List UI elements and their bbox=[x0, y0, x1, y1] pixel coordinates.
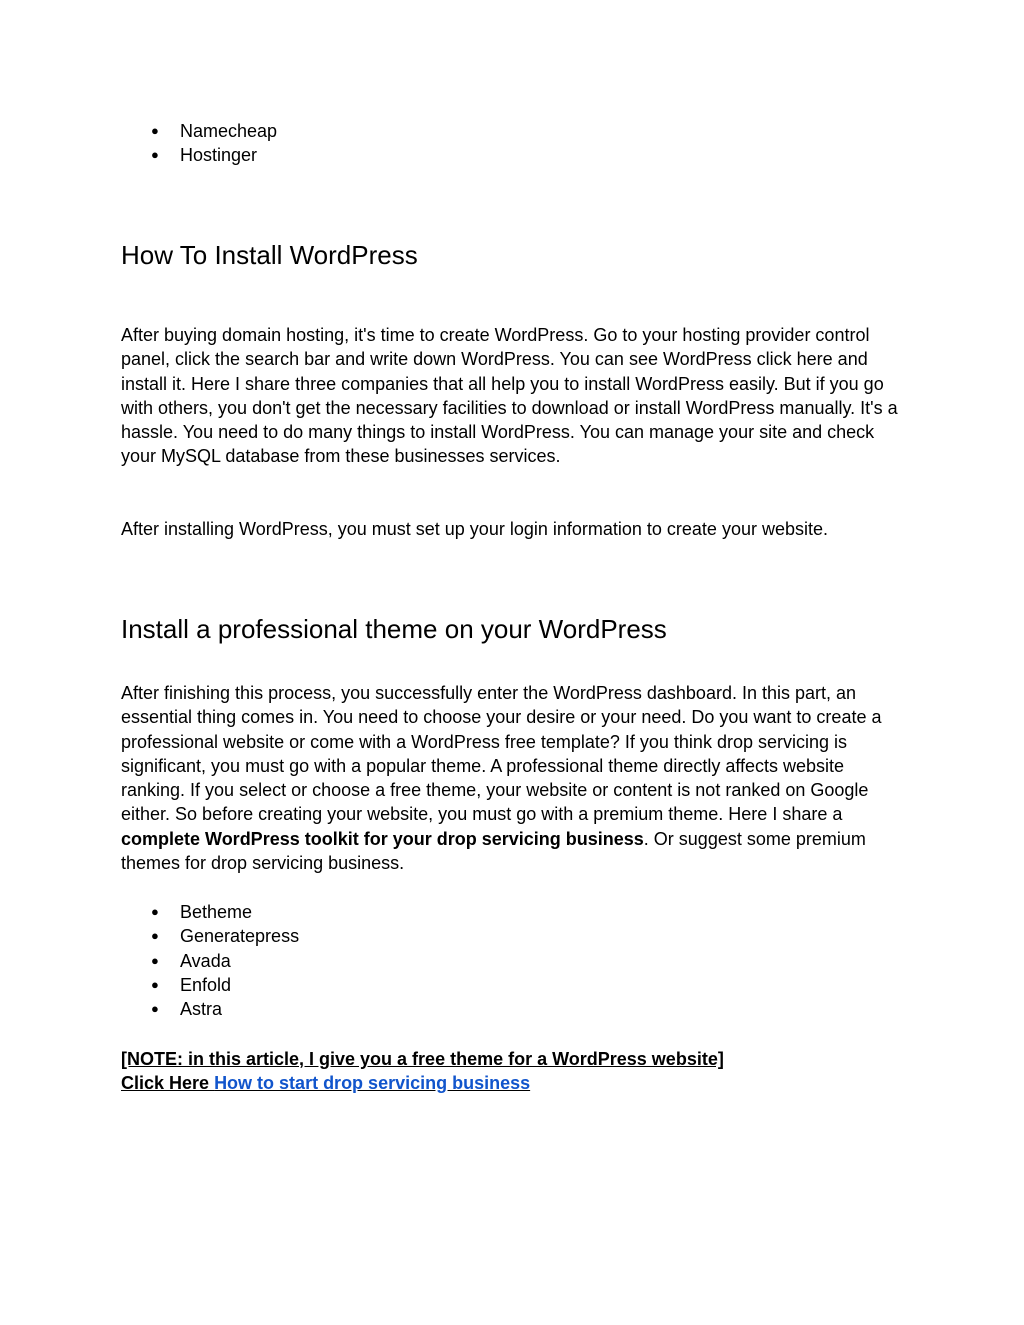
paragraph-install-wordpress: After buying domain hosting, it's time to create WordPress. Go to your hosting provider control panel, click the search bar and write down WordPress. You can see WordPress click here and install it. Here I share three companies that all help you to install WordPress easily. But if you go with others, you don't get the necessary facilities to download or install WordPress manually. It's a hassle. You need to do many things to install WordPress. You can manage your site and check your MySQL database from these businesses services. bbox=[121, 325, 898, 467]
list-item-text: Generatepress bbox=[180, 926, 300, 947]
bullet-icon: ● bbox=[151, 976, 159, 992]
list-item bbox=[121, 900, 299, 924]
theme-list bbox=[121, 900, 299, 1021]
click-here-line bbox=[121, 1071, 530, 1095]
list-item-text: Betheme bbox=[180, 902, 253, 922]
list-item-text: Avada bbox=[180, 950, 231, 971]
list-item bbox=[121, 973, 299, 997]
list-item-text: Astra bbox=[180, 999, 223, 1020]
list-item bbox=[121, 997, 299, 1021]
paragraph-theme-end: . Or suggest some premium themes for drop servicing business. bbox=[121, 828, 866, 874]
paragraph-theme-bold: complete WordPress toolkit for your drop servicing business bbox=[121, 828, 644, 849]
section-heading-install-wordpress: How To Install WordPress bbox=[121, 240, 418, 270]
section-heading-install-theme: Install a professional theme on your WordPress bbox=[121, 614, 667, 644]
hosting-list bbox=[121, 119, 277, 168]
paragraph-theme-start: After finishing this process, you successfully enter the WordPress dashboard. In this part, an essential thing comes in. You need to choose your desire or your need. Do you want to create a professional website or come with a WordPress free template? If you think drop servicing is significant, you must go with a popular theme. A professional theme directly affects website ranking. If you select or choose a free theme, your website or content is not ranked on Google either. So before creating your website, you must go with a premium theme. Here I share a bbox=[121, 683, 882, 825]
note-text: [NOTE: in this article, I give you a free theme for a WordPress website] bbox=[121, 1049, 724, 1069]
list-item bbox=[121, 949, 299, 973]
bullet-icon: ● bbox=[151, 928, 159, 944]
paragraph-login-setup: After installing WordPress, you must set up your login information to create your website. bbox=[121, 519, 828, 539]
list-item-text: Namecheap bbox=[180, 121, 278, 141]
list-item bbox=[121, 119, 277, 143]
list-item bbox=[121, 924, 299, 948]
bullet-icon: ● bbox=[151, 904, 159, 919]
bullet-icon: ● bbox=[151, 123, 159, 138]
drop-servicing-link[interactable]: How to start drop servicing business bbox=[214, 1073, 531, 1093]
list-item-text: Hostinger bbox=[180, 145, 258, 166]
bullet-icon: ● bbox=[151, 147, 159, 163]
paragraph-theme bbox=[121, 681, 911, 875]
bullet-icon: ● bbox=[151, 1001, 159, 1017]
list-item bbox=[121, 143, 277, 167]
list-item-text: Enfold bbox=[180, 974, 232, 995]
bullet-icon: ● bbox=[151, 952, 159, 968]
click-here-label: Click Here bbox=[121, 1073, 215, 1093]
